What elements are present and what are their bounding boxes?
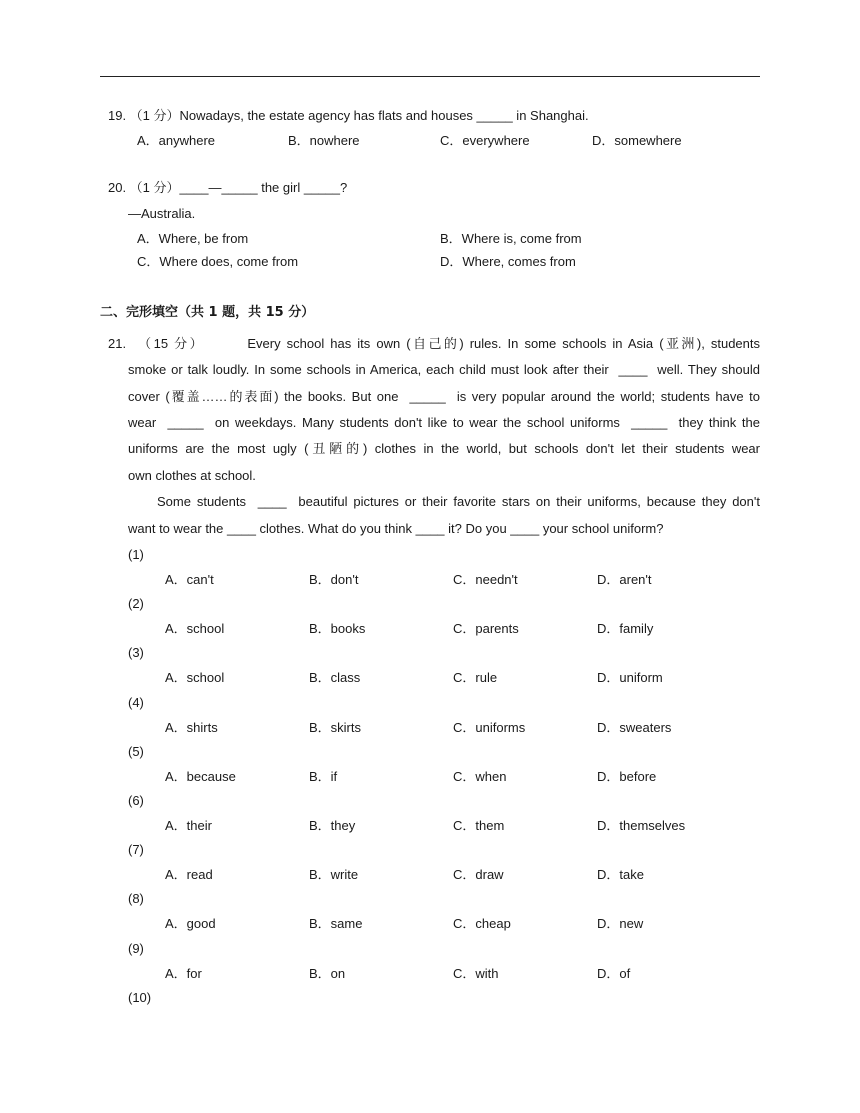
q20-option-a: A．Where, be from — [137, 231, 249, 246]
q21-passage-line-4 — [128, 414, 760, 432]
blank-option-a: A．can't — [165, 572, 214, 587]
q21-line-5-text: uniforms are the most ugly (丑陋的) clothes in the world, but schools don't let their students wear — [128, 441, 760, 456]
blank-option-c: C．needn't — [453, 572, 518, 587]
q21-para2-line-1-text: Some students ____ beautiful pictures or their favorite stars on their uniforms, because they don't — [157, 494, 760, 509]
q19-option-b: B．nowhere — [288, 133, 360, 148]
blank-option-d: D．uniform — [597, 670, 663, 686]
blank-number: (6) — [128, 793, 144, 808]
blank-option-b: B．skirts — [309, 719, 362, 735]
blank-option-c: C．them — [453, 818, 505, 833]
blank-option-c: C．cheap — [453, 916, 511, 932]
blank-option-b: B．same — [309, 916, 363, 932]
blank-option-a: A．because — [165, 768, 236, 784]
blank-option-b: B．don't — [309, 572, 359, 587]
q21-passage-line-6: own clothes at school. — [128, 468, 256, 483]
q21-passage-line-5 — [128, 440, 760, 458]
blank-number: (1) — [128, 547, 144, 562]
blank-option-d: D．themselves — [597, 818, 686, 833]
blank-option-d: D．take — [597, 867, 644, 883]
q21-line-1-text: 21. （15 分） Every school has its own (自己的) rules. In some schools in Asia (亚洲), students — [108, 336, 760, 351]
blank-option-d: D．family — [597, 621, 654, 637]
blank-number: (8) — [128, 891, 144, 907]
blank-option-c: C．uniforms — [453, 719, 526, 735]
blank-number: (7) — [128, 842, 144, 858]
blank-option-a: A．shirts — [165, 719, 218, 735]
blank-number: (10) — [128, 989, 152, 1005]
blank-option-c: C．when — [453, 768, 507, 784]
q19-option-a: A．anywhere — [137, 133, 216, 148]
blank-option-d: D．aren't — [597, 572, 652, 587]
blank-option-d: D．new — [597, 916, 644, 932]
q21-para2-line-1 — [157, 493, 760, 511]
blank-option-c: C．draw — [453, 867, 504, 883]
blank-option-c: C．rule — [453, 670, 498, 686]
blank-option-d: D．of — [597, 965, 631, 981]
blank-option-b: B．write — [309, 867, 359, 883]
q21-passage-line-2 — [128, 361, 760, 379]
q21-passage-line-3 — [128, 388, 760, 406]
q20-option-b: B．Where is, come from — [440, 231, 582, 246]
q20-option-d: D．Where, comes from — [440, 254, 576, 269]
blank-option-a: A．school — [165, 670, 225, 686]
blank-number: (3) — [128, 645, 144, 661]
blank-option-b: B．on — [309, 965, 346, 981]
q19-option-c: C．everywhere — [440, 133, 530, 148]
q21-line-2-text: smoke or talk loudly. In some schools in America, each child must look after their ____ well. They should — [128, 362, 760, 377]
blank-number: (5) — [128, 743, 144, 759]
q20-option-c: C．Where does, come from — [137, 254, 299, 269]
q20-stem: 20. （1 分）____—_____ the girl _____? — [108, 180, 348, 195]
blank-option-c: C．with — [453, 965, 499, 981]
blank-option-a: A．school — [165, 621, 225, 637]
q21-line-3-text: cover (覆盖……的表面) the books. But one _____ is very popular around the world; students have to — [128, 389, 760, 404]
blank-number: (9) — [128, 940, 144, 956]
blank-option-d: D．before — [597, 768, 657, 784]
blank-option-b: B．class — [309, 670, 361, 686]
blank-option-a: A．good — [165, 916, 216, 932]
section-heading: 二、完形填空（共 1 题，共 15 分） — [100, 305, 315, 320]
q19-stem: 19. （1 分）Nowadays, the estate agency has flats and houses _____ in Shanghai. — [108, 108, 589, 123]
blank-option-a: A．their — [165, 818, 212, 833]
q21-passage-line-1 — [108, 335, 760, 353]
blank-option-d: D．sweaters — [597, 719, 672, 735]
blank-number: (2) — [128, 596, 144, 612]
blank-option-a: A．for — [165, 965, 202, 981]
q21-line-4-text: wear _____ on weekdays. Many students don't like to wear the school uniforms _____ they think the — [128, 415, 760, 430]
blank-option-b: B．they — [309, 818, 356, 833]
blank-option-b: B．books — [309, 621, 366, 637]
blank-option-a: A．read — [165, 867, 213, 883]
blank-option-c: C．parents — [453, 621, 519, 637]
blank-number: (4) — [128, 694, 144, 710]
q21-para2-line-2: want to wear the ____ clothes. What do you think ____ it? Do you ____ your school uniform? — [128, 521, 664, 536]
blank-option-b: B．if — [309, 768, 338, 784]
q19-option-d: D．somewhere — [592, 133, 682, 148]
q20-answer-line: —Australia. — [128, 206, 196, 221]
header-rule — [100, 76, 760, 77]
